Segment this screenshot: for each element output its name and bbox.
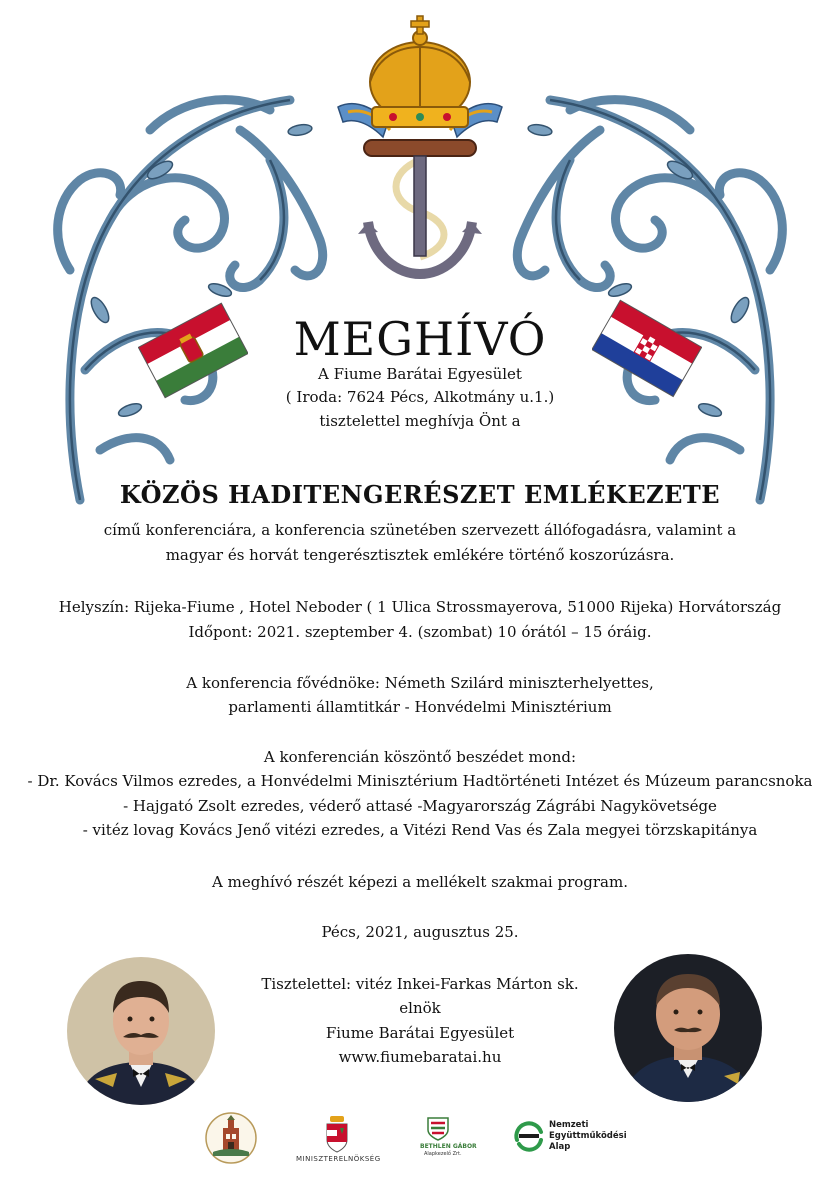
- hungarian-coat-of-arms-icon: [324, 1114, 350, 1154]
- bethlen-gabor-sublabel: Alapkezelő Zrt.: [424, 1151, 462, 1157]
- place-date: Pécs, 2021, augusztus 25.: [321, 923, 519, 941]
- fiume-baratai-logo: [205, 1112, 257, 1164]
- speakers-intro: A konferencián köszöntő beszédet mond:: [263, 748, 577, 766]
- description-line-1: című konferenciára, a konferencia szünetében szervezett állófogadásra, valamint a: [103, 521, 737, 539]
- bethlen-gabor-logo-icon: [426, 1116, 450, 1142]
- speaker-2: - Hajgató Zsolt ezredes, véderő attasé -Magyarország Zágrábi Nagykövetsége: [123, 797, 717, 815]
- portrait-left: [67, 957, 215, 1105]
- baroque-scroll-left-ornament: [40, 70, 340, 510]
- signature-line-1: Tisztelettel: vitéz Inkei-Farkas Márton sk.: [261, 975, 579, 993]
- baroque-scroll-right-ornament: [500, 70, 800, 510]
- signature-organization: Fiume Barátai Egyesület: [325, 1024, 515, 1042]
- website-link[interactable]: www.fiumebaratai.hu: [338, 1048, 502, 1066]
- conference-title: KÖZÖS HADITENGERÉSZET EMLÉKEZETE: [119, 480, 721, 509]
- speaker-3: - vitéz lovag Kovács Jenő vitézi ezredes, a Vitézi Rend Vas és Zala megyei törzskapitánya: [82, 821, 758, 839]
- nea-label-1: Nemzeti: [549, 1120, 589, 1130]
- description-line-2: magyar és horvát tengerésztisztek emlékére történő koszorúzásra.: [165, 546, 675, 564]
- venue-text: Helyszín: Rijeka-Fiume , Hotel Neboder ( 1 Ulica Strossmayerova, 51000 Rijeka) Horvátország: [58, 598, 782, 616]
- ministry-label: MINISZTERELNÖKSÉG: [296, 1155, 381, 1163]
- nea-label-2: Együttműködési: [549, 1131, 627, 1141]
- patron-line-2: parlamenti államtitkár - Honvédelmi Minisztérium: [228, 698, 612, 716]
- nea-label-3: Alap: [549, 1142, 571, 1152]
- invitation-phrase: tisztelettel meghívja Önt a: [319, 412, 521, 430]
- crown-anchor-emblem: [328, 12, 512, 282]
- speaker-1: - Dr. Kovács Vilmos ezredes, a Honvédelmi Minisztérium Hadtörténeti Intézet és Múzeum parancsnoka: [27, 772, 813, 790]
- time-text: Időpont: 2021. szeptember 4. (szombat) 10 órától – 15 óráig.: [188, 623, 652, 641]
- attachment-note: A meghívó részét képezi a mellékelt szakmai program.: [212, 873, 628, 891]
- signature-role: elnök: [399, 999, 441, 1017]
- bethlen-gabor-label: BETHLEN GÁBOR: [420, 1143, 477, 1150]
- organizer-name: A Fiume Barátai Egyesület: [318, 365, 522, 383]
- organizer-address: ( Iroda: 7624 Pécs, Alkotmány u.1.): [285, 388, 555, 406]
- portrait-right: [614, 954, 762, 1102]
- patron-line-1: A konferencia fővédnöke: Németh Szilárd miniszterhelyettes,: [186, 674, 654, 692]
- invitation-heading: MEGHÍVÓ: [293, 312, 547, 366]
- nemzeti-egyuttmukodesi-alap-logo-icon: [513, 1120, 545, 1152]
